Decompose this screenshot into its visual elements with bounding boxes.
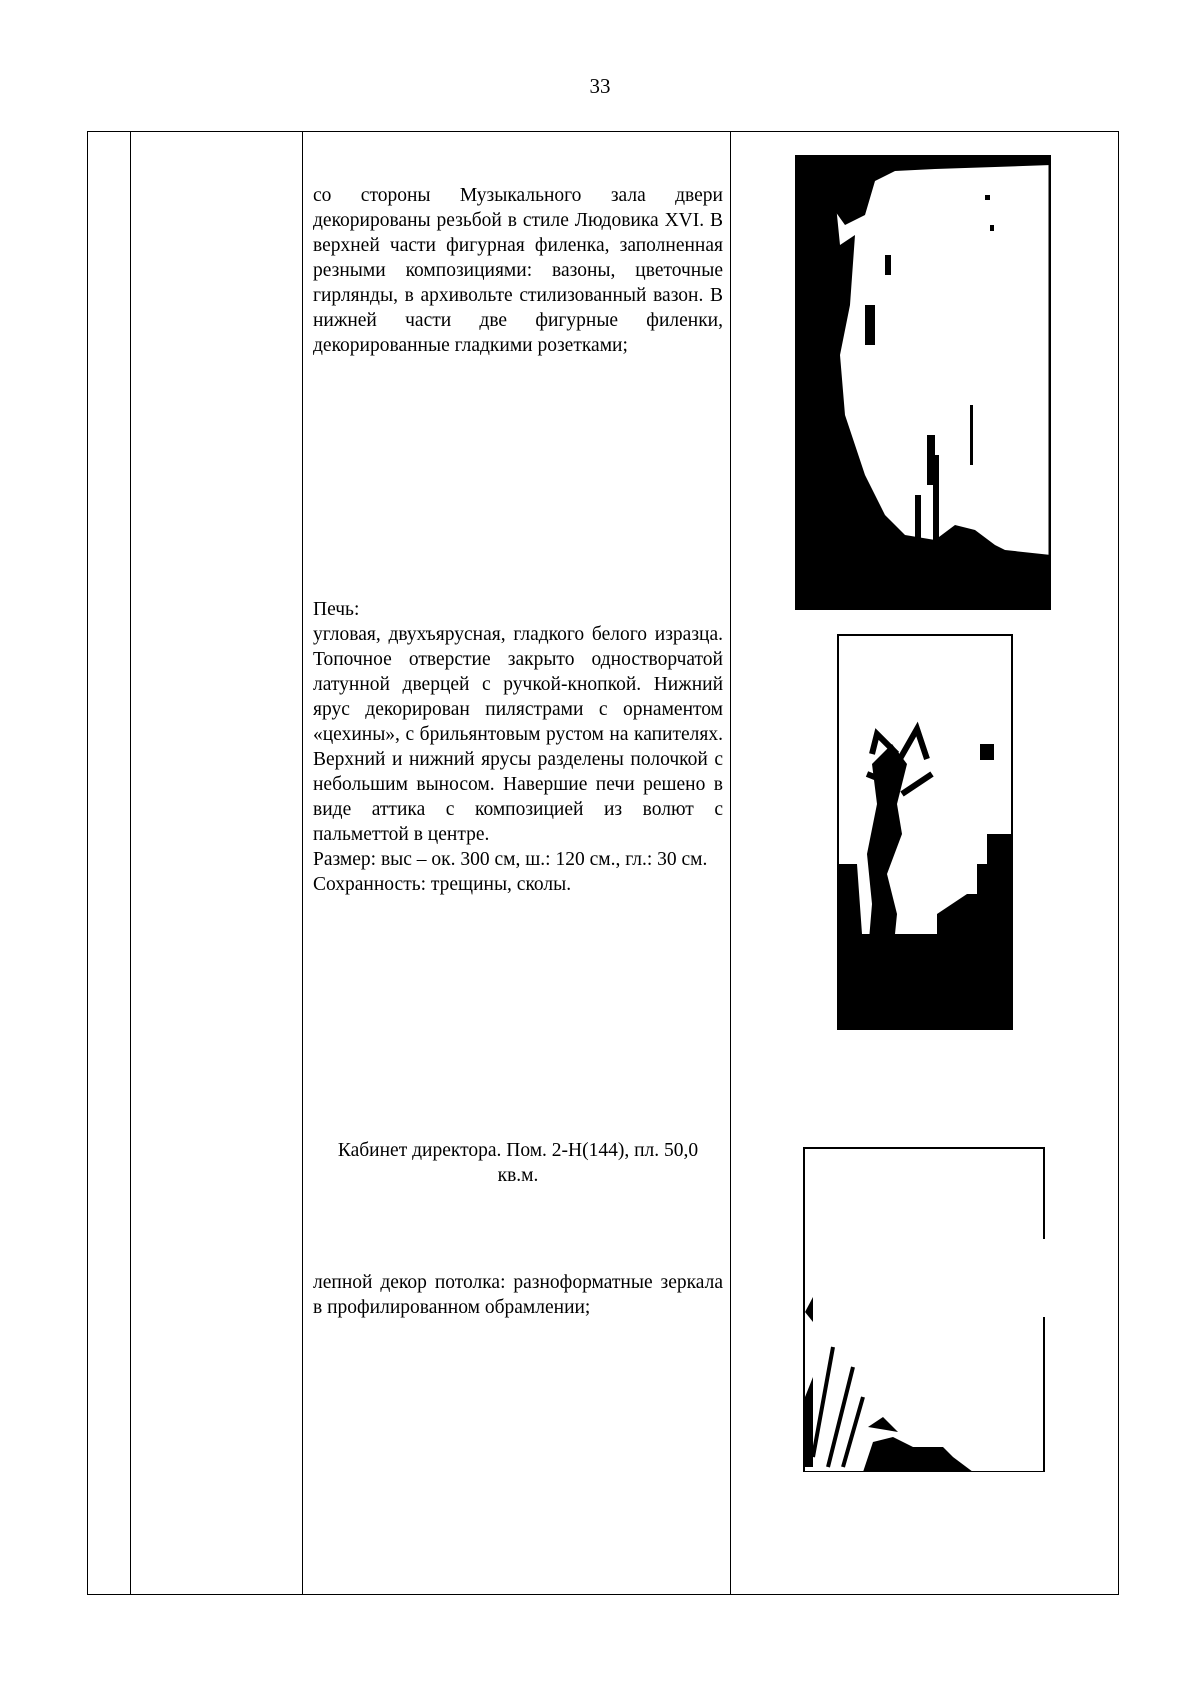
column-divider-2 bbox=[302, 132, 303, 1594]
stove-photo bbox=[837, 634, 1013, 1030]
ceiling-text: лепной декор потолка: разноформатные зеркала в профилированном обрамлении; bbox=[313, 1272, 723, 1318]
room-heading-text: Кабинет директора. Пом. 2-Н(144), пл. 50,0 кв.м. bbox=[337, 1140, 699, 1186]
ceiling-photo bbox=[803, 1147, 1045, 1472]
door-description-text: со стороны Музыкального зала двери декорированы резьбой в стиле Людовика XVI. В верхней части фигурная филенка, заполненная резными композициями: вазоны, цветочные гирлянды, в архивольте стилизованный вазон. В нижней части две фигурные филенки, декорированные гладкими розетками; bbox=[313, 185, 723, 356]
page-number: 33 bbox=[589, 74, 611, 98]
stove-size: Размер: выс – ок. 300 см, ш.: 120 см., гл.: 30 см. bbox=[313, 849, 708, 870]
ceiling-photo-image bbox=[803, 1147, 1045, 1472]
door-photo bbox=[795, 155, 1051, 610]
column-divider-1 bbox=[130, 132, 131, 1594]
door-description bbox=[313, 183, 723, 358]
stove-photo-image bbox=[837, 634, 1013, 1030]
door-photo-image bbox=[795, 155, 1051, 610]
stove-text: угловая, двухъярусная, гладкого белого изразца. Топочное отверстие закрыто одностворчатой латунной дверцей с ручкой-кнопкой. Нижний ярус декорирован пилястрами с орнаментом «цехины», с брильянтовым рустом на капителях. Верхний и нижний ярусы разделены полочкой с небольшим выносом. Навершие печи решено в виде аттика с композицией из волют с пальметтой в центре. bbox=[313, 624, 723, 845]
room-heading bbox=[313, 1138, 723, 1188]
stove-title: Печь: bbox=[313, 599, 360, 620]
ceiling-description bbox=[313, 1270, 723, 1320]
column-divider-3 bbox=[730, 132, 731, 1594]
stove-condition: Сохранность: трещины, сколы. bbox=[313, 874, 572, 895]
stove-description bbox=[313, 597, 723, 897]
